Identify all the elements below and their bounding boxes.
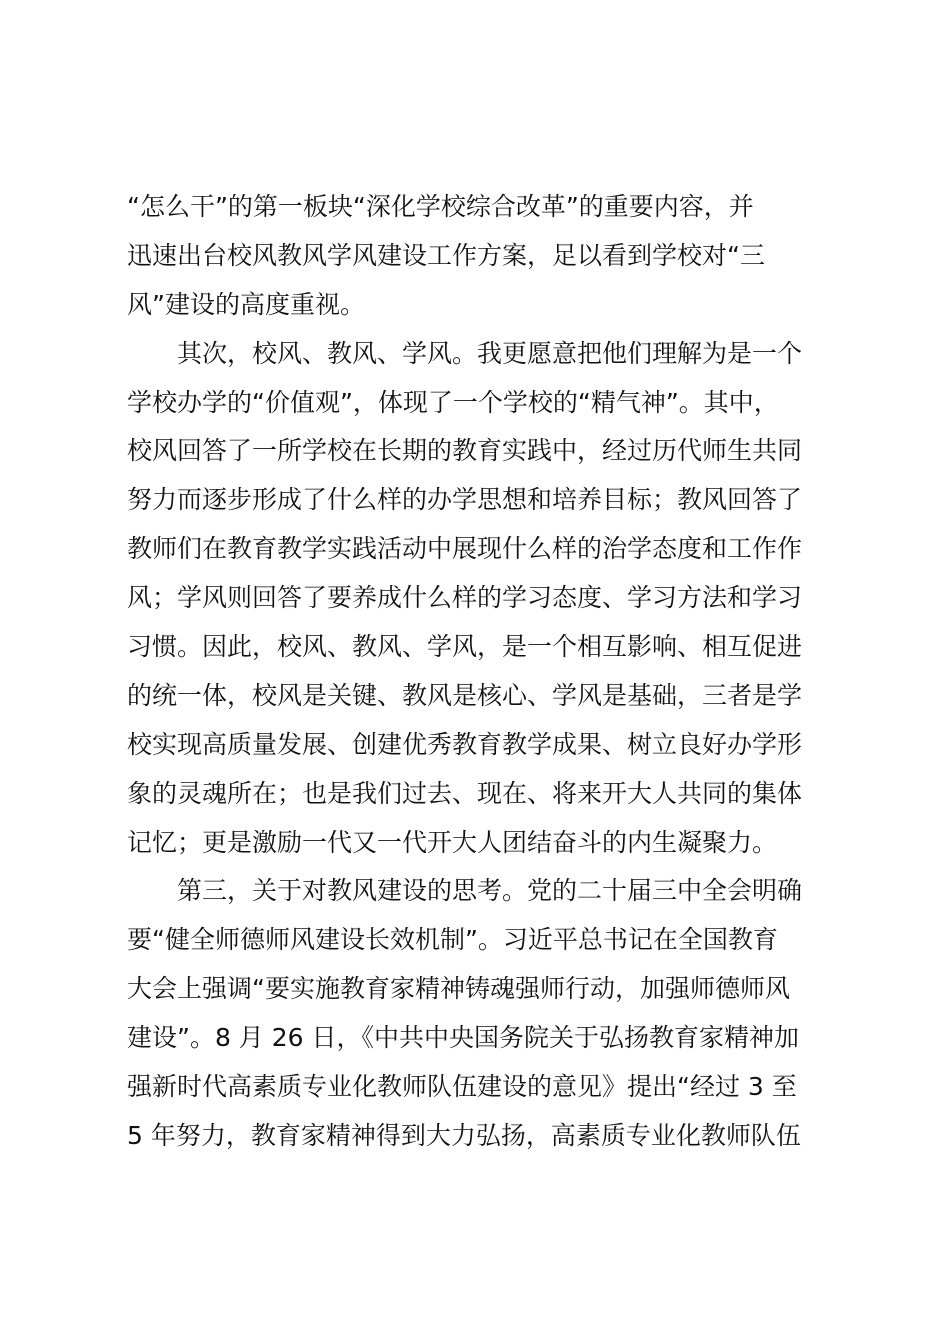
- text-line: 强新时代高素质专业化教师队伍建设的意见》提出“经过 3 至: [127, 1072, 797, 1102]
- text-line: 要“健全师德师风建设长效机制”。习近平总书记在全国教育: [127, 925, 778, 955]
- text-line: 建设”。8 月 26 日，《中共中央国务院关于弘扬教育家精神加: [127, 1023, 800, 1053]
- text-line: 第三，关于对教风建设的思考。党的二十届三中全会明确: [127, 876, 803, 906]
- text-line: 5 年努力，教育家精神得到大力弘扬，高素质专业化教师队伍: [127, 1120, 801, 1150]
- text-line: 习惯。因此，校风、教风、学风，是一个相互影响、相互促进: [127, 632, 803, 662]
- text-line: “怎么干”的第一板块“深化学校综合改革”的重要内容，并: [127, 192, 754, 221]
- text-line: 校风回答了一所学校在长期的教育实践中，经过历代师生共同: [127, 436, 803, 466]
- body-text: [127, 183, 837, 1161]
- text-line: 风”建设的高度重视。: [127, 289, 365, 319]
- text-line: 象的灵魂所在；也是我们过去、现在、将来开大人共同的集体: [127, 778, 803, 808]
- text-line: 校实现高质量发展、创建优秀教育教学成果、树立良好办学形: [127, 729, 803, 759]
- text-line: 学校办学的“价值观”，体现了一个学校的“精气神”。其中，: [127, 387, 779, 417]
- text-line: 其次，校风、教风、学风。我更愿意把他们理解为是一个: [127, 338, 803, 368]
- text-line: 努力而逐步形成了什么样的办学思想和培养目标；教风回答了: [127, 485, 803, 515]
- text-line: 大会上强调“要实施教育家精神铸魂强师行动，加强师德师风: [127, 974, 790, 1004]
- text-line: 记忆；更是激励一代又一代开大人团结奋斗的内生凝聚力。: [127, 827, 778, 857]
- text-line: 教师们在教育教学实践活动中展现什么样的治学态度和工作作: [127, 534, 803, 564]
- text-line: 迅速出台校风教风学风建设工作方案，足以看到学校对“三: [127, 240, 765, 270]
- text-line: 的统一体，校风是关键、教风是核心、学风是基础，三者是学: [127, 680, 803, 710]
- text-line: 风；学风则回答了要养成什么样的学习态度、学习方法和学习: [127, 583, 803, 613]
